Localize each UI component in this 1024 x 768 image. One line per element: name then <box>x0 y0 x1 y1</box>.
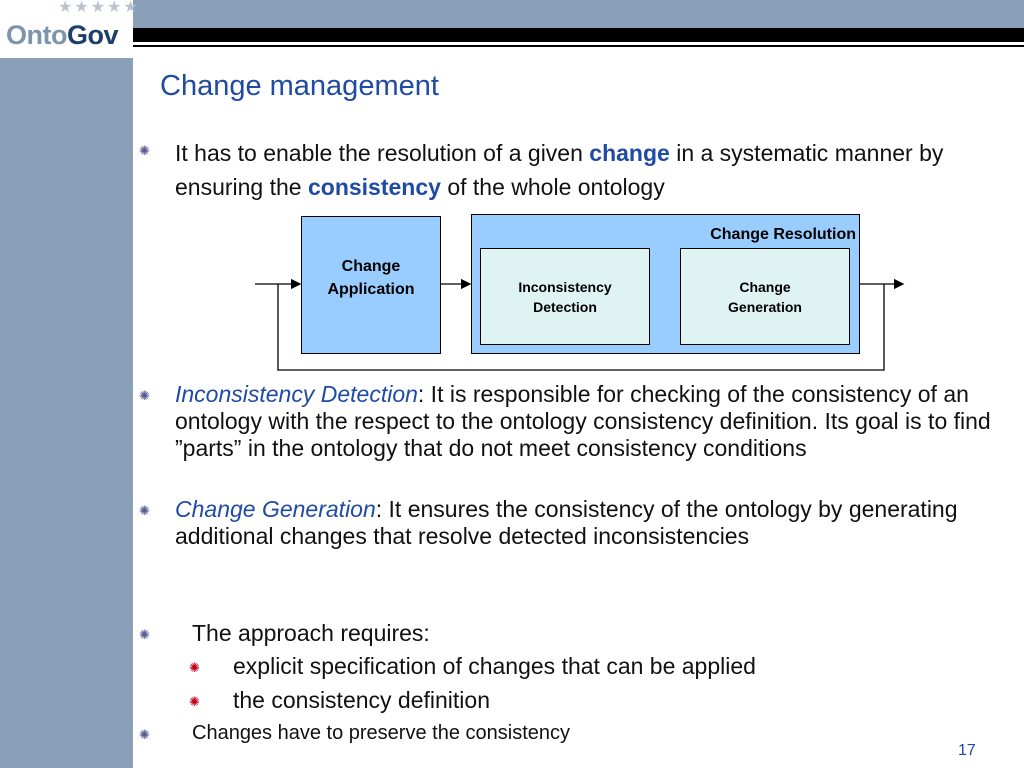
bullet-icon: ✺ <box>139 143 150 158</box>
logo-text: OntoGov <box>6 20 118 50</box>
logo-stars-icon: ★★★★★ <box>58 0 140 16</box>
sub-bullet-icon: ✺ <box>189 694 200 709</box>
slide-title: Change management <box>160 70 439 102</box>
bullet-icon: ✺ <box>139 727 150 742</box>
top-band <box>133 0 1024 28</box>
sub-bullet-1-text: explicit specification of changes that can be applied <box>233 653 756 679</box>
bullet-1-text: It has to enable the resolution of a given change in a systematic manner by ensuring the consistency of the whole ontology <box>175 140 944 200</box>
sub-bullet-icon: ✺ <box>189 660 200 675</box>
change-generation-box: Change Generation <box>680 248 850 345</box>
bullet-icon: ✺ <box>139 388 150 403</box>
bullet-2-text: Inconsistency Detection: It is responsible for checking of the consistency of an ontology with the respect to the ontology consistency definition. Its goal is to find ”parts” in the ontology that do not meet consistency conditions <box>175 381 991 461</box>
change-resolution-label: Change Resolution <box>710 226 856 243</box>
sidebar-band <box>0 0 133 768</box>
bullet-3-text: Change Generation: It ensures the consistency of the ontology by generating additional changes that resolve detected inconsistencies <box>175 496 958 549</box>
process-diagram <box>250 210 910 375</box>
header-bar <box>133 28 1024 42</box>
change-application-box: Change Application <box>301 216 441 354</box>
bullet-icon: ✺ <box>139 627 150 642</box>
inconsistency-detection-box: Inconsistency Detection <box>480 248 650 345</box>
header-line <box>133 45 1024 47</box>
bullet-4-text: The approach requires: <box>192 620 430 646</box>
page-number: 17 <box>958 742 976 759</box>
logo <box>0 0 140 58</box>
bullet-5-text: Changes have to preserve the consistency <box>192 722 570 744</box>
sub-bullet-2-text: the consistency definition <box>233 687 490 713</box>
bullet-icon: ✺ <box>139 503 150 518</box>
